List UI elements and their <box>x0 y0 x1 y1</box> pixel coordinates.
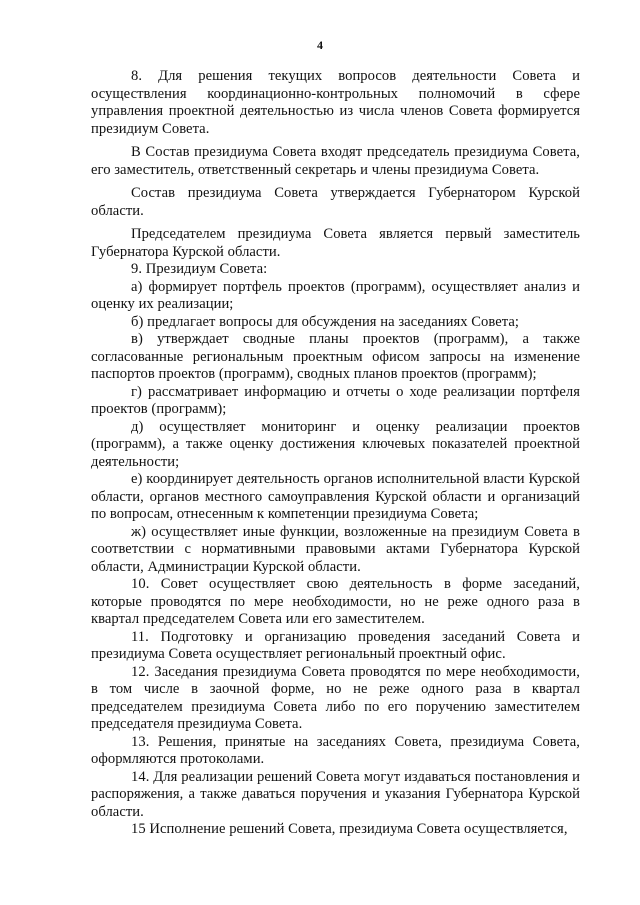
list-item-a: а) формирует портфель проектов (программ), осуществляет анализ и оценку их реализации; <box>91 278 580 312</box>
list-item-b: б) предлагает вопросы для обсуждения на заседаниях Совета; <box>131 313 520 330</box>
document-body <box>91 68 580 839</box>
paragraph-9: 9. Президиум Совета: <box>131 261 268 277</box>
page-number: 4 <box>317 38 323 52</box>
paragraph-12: 12. Заседания президиума Совета проводятся по мере необходимости, в том числе в заочной форме, но не реже одного раза в квартал председателем президиума Совета либо по его поручению заместителем председателя президиума Совета. <box>91 663 580 732</box>
list-item-v: в) утверждает сводные планы проектов (программ), а также согласованные региональным проектным офисом запросы на изменение паспортов проектов (программ), сводных планов проектов (программ); <box>91 331 580 382</box>
list-item-g: г) рассматривает информацию и отчеты о ходе реализации портфеля проектов (программ); <box>91 383 580 417</box>
list-item-d: д) осуществляет мониторинг и оценку реализации проектов (программ), а также оценку достижения ключевых показателей проектной деятельности; <box>91 418 580 470</box>
paragraph-14: 14. Для реализации решений Совета могут издаваться постановления и распоряжения, а также даваться поручения и указания Губернатора Курской области. <box>91 768 580 820</box>
paragraph-presidium-chair: Председателем президиума Совета является первый заместитель Губернатора Курской области. <box>91 226 580 260</box>
paragraph-presidium-approval: Состав президиума Совета утверждается Губернатором Курской области. <box>91 185 580 219</box>
paragraph-15: 15 Исполнение решений Совета, президиума Совета осуществляется, <box>131 821 568 837</box>
paragraph-13: 13. Решения, принятые на заседаниях Совета, президиума Совета, оформляются протоколами. <box>91 733 580 767</box>
paragraph-8: 8. Для решения текущих вопросов деятельности Совета и осуществления координационно-контрольных полномочий в сфере управления проектной деятельностью из числа членов Совета формируется президиум Совета. <box>91 68 580 137</box>
list-item-e: е) координирует деятельность органов исполнительной власти Курской области, органов местного самоуправления Курской области и организаций по вопросам, отнесенным к компетенции президиума Совета; <box>91 471 580 522</box>
paragraph-11: 11. Подготовку и организацию проведения заседаний Совета и президиума Совета осуществляет региональный проектный офис. <box>91 628 580 662</box>
paragraph-10: 10. Совет осуществляет свою деятельность в форме заседаний, которые проводятся по мере необходимости, но не реже одного раза в квартал председателем Совета или его заместителем. <box>91 576 580 627</box>
paragraph-presidium-composition: В Состав президиума Совета входят председатель президиума Совета, его заместитель, ответственный секретарь и члены президиума Совета. <box>91 144 580 178</box>
list-item-zh: ж) осуществляет иные функции, возложенные на президиум Совета в соответствии с нормативными правовыми актами Губернатора Курской области, Администрации Курской области. <box>91 523 580 575</box>
